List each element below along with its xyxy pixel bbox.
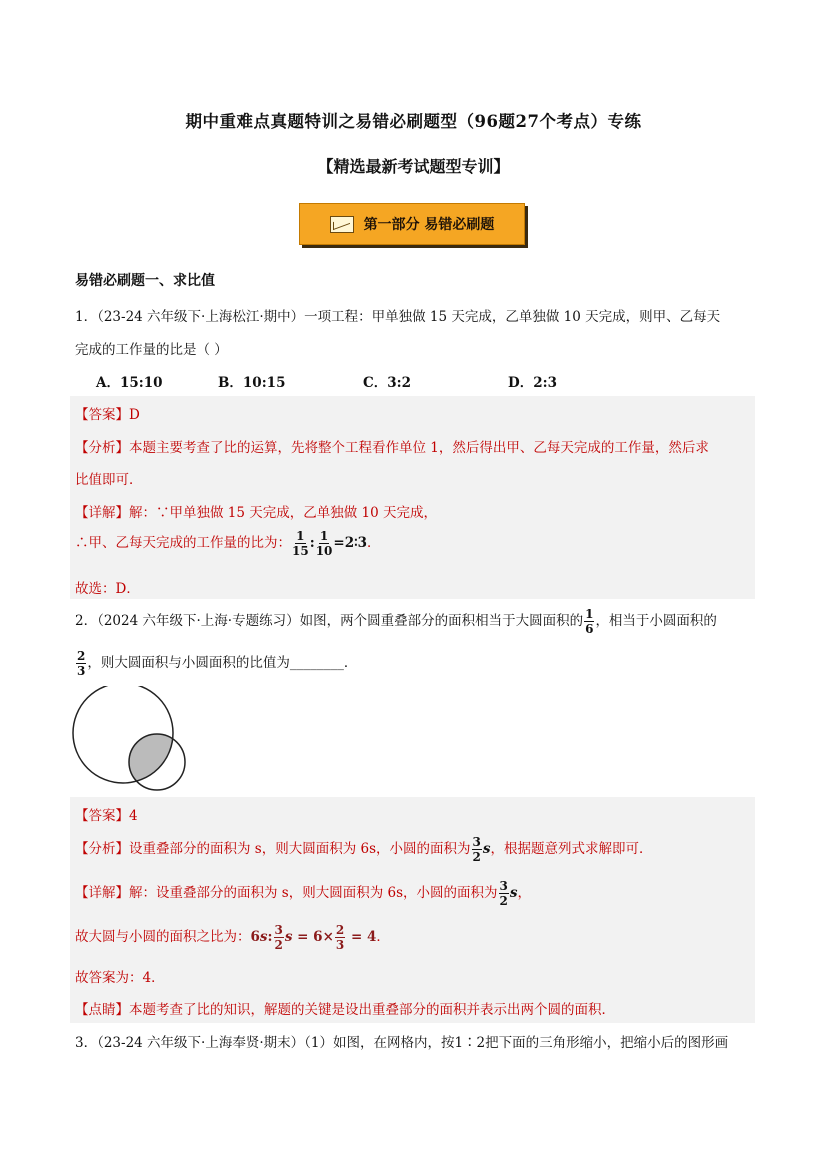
q2-answer: 【答案】4 <box>75 808 138 824</box>
fraction-2-3: $\frac{2}{3}$ <box>335 923 345 952</box>
overlapping-circles-figure <box>70 686 195 791</box>
q1-option-d: D．2:3 <box>508 375 557 391</box>
banner-label: 第一部分 易错必刷题 <box>363 217 495 233</box>
q2-line2: $\frac{2}{3}$ ，则大圆面积与小圆面积的比值为________． <box>77 649 358 678</box>
q2-comment: 【点睛】本题考查了比的知识，解题的关键是设出重叠部分的面积并表示出两个圆的面积． <box>75 1002 615 1018</box>
q2-final: 故答案为：4． <box>75 970 165 986</box>
q2-analysis: 【分析】设重叠部分的面积为 s，则大圆面积为 6s，小圆的面积为 $\frac{3}{2}$ s，根据题意列式求解即可． <box>75 835 653 864</box>
document-title: 期中重难点真题特训之易错必刷题型（96题27个考点）专练 <box>185 112 642 131</box>
q1-analysis-line1: 【分析】本题主要考查了比的运算，先将整个工程看作单位 1，然后得出甲、乙每天完成的工作量，然后求 <box>75 440 709 456</box>
q2-line1: 2．（2024 六年级下·上海·专题练习）如图，两个圆重叠部分的面积相当于大圆面积的 $\frac{1}{6}$ ，相当于小圆面积的 <box>75 607 717 636</box>
q1-choice: 故选：D． <box>75 581 140 597</box>
q1-answer-box <box>70 396 755 599</box>
envelope-icon <box>330 216 354 233</box>
q1-analysis-line2: 比值即可． <box>75 472 143 488</box>
q2-detail-line2: 故大圆与小圆的面积之比为：6s: $\frac{3}{2}$ s = 6× $\frac{2}{3}$ = 4． <box>75 923 390 952</box>
q1-detail2-prefix: ∴甲、乙每天完成的工作量的比为： <box>75 535 291 551</box>
q2-answer-box <box>70 797 755 1023</box>
q1-answer: 【答案】D <box>75 407 140 423</box>
q1-option-c: C．3:2 <box>363 375 412 391</box>
fraction-2-3: $\frac{2}{3}$ <box>77 649 86 678</box>
q2-detail-line1: 【详解】解：设重叠部分的面积为 s，则大圆面积为 6s，小圆的面积为 $\frac{3}{2}$ s， <box>75 879 531 908</box>
fraction-1-6: $\frac{1}{6}$ <box>585 607 594 636</box>
q1-ratio-result: =2∶3 <box>333 535 368 551</box>
section-heading: 易错必刷题一、求比值 <box>75 273 215 289</box>
q1-option-b: B．10:15 <box>218 375 286 391</box>
fraction-3-2: $\frac{3}{2}$ <box>472 835 481 864</box>
q1-line2: 完成的工作量的比是（ ） <box>75 342 228 358</box>
q1-option-a: A．15:10 <box>96 375 163 391</box>
fraction-3-2: $\frac{3}{2}$ <box>499 879 508 908</box>
document-subtitle: 【精选最新考试题型专训】 <box>317 157 510 176</box>
part-banner <box>299 203 525 245</box>
q1-detail-line2: ∴甲、乙每天完成的工作量的比为： $\frac{1}{15}$ : $\frac{1}{10}$ =2∶3． <box>75 529 381 558</box>
fraction-1-10: $\frac{1}{10}$ <box>315 529 333 558</box>
fraction-1-15: $\frac{1}{15}$ <box>292 529 309 558</box>
fraction-3-2: $\frac{3}{2}$ <box>274 923 283 952</box>
q1-detail-line1: 【详解】解：∵甲单独做 15 天完成，乙单独做 10 天完成， <box>75 505 438 521</box>
q3-line1: 3．（23-24 六年级下·上海奉贤·期末）（1）如图，在网格内，按1∶2把下面的三角形缩小，把缩小后的图形画 <box>75 1035 729 1051</box>
q1-line1: 1．（23-24 六年级下·上海松江·期中）一项工程：甲单独做 15 天完成，乙单独做 10 天完成，则甲、乙每天 <box>75 309 721 325</box>
